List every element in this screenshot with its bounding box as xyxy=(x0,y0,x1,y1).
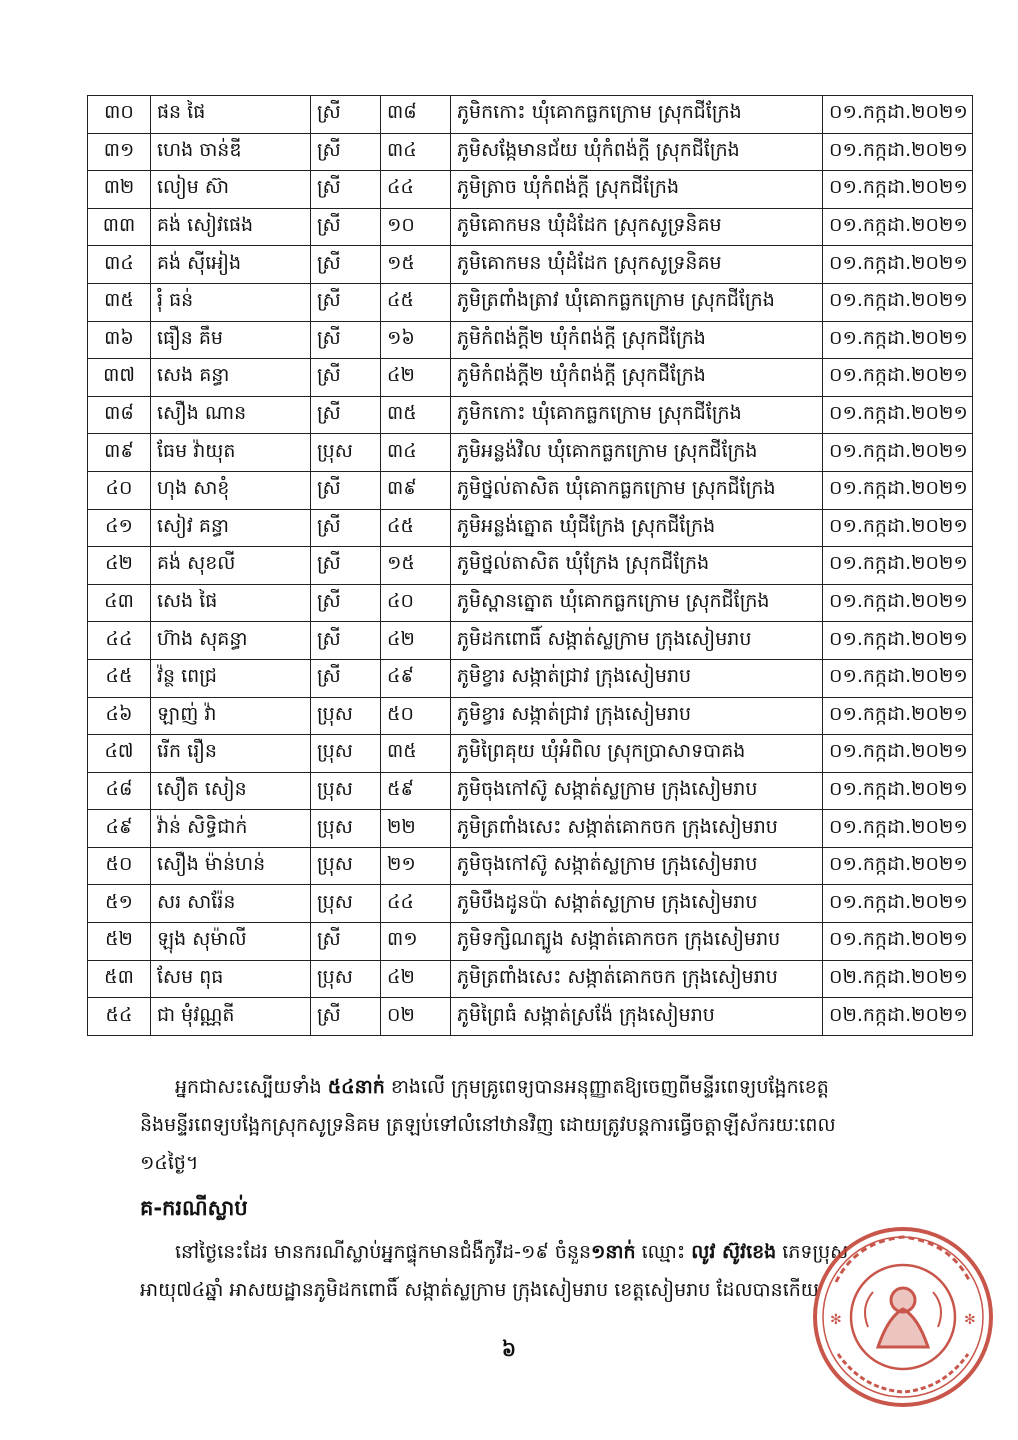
cell-date: ០១.កក្កដា.២០២១ xyxy=(823,622,973,660)
official-seal-icon xyxy=(808,1222,998,1412)
cell-age: ២១ xyxy=(381,847,451,885)
cell-number: ៤១ xyxy=(88,509,151,547)
cell-date: ០១.កក្កដា.២០២១ xyxy=(823,434,973,472)
cell-sex: ប្រុស xyxy=(311,434,381,472)
recovery-paragraph-line-1 xyxy=(175,1075,945,1103)
recovered-count: ៥៤នាក់ xyxy=(327,1076,385,1098)
cell-sex: ប្រុស xyxy=(311,960,381,998)
cell-name: សរ សារ៉ែន xyxy=(151,885,311,923)
cell-name: ឡាញ់ វ៉ា xyxy=(151,697,311,735)
cell-age: ១០ xyxy=(381,208,451,246)
cell-number: ៥២ xyxy=(88,923,151,961)
cell-name: រើក រឿន xyxy=(151,735,311,773)
cell-date: ០១.កក្កដា.២០២១ xyxy=(823,171,973,209)
death-paragraph-line-2: អាយុ៧៤ឆ្នាំ អាសយដ្ឋានភូមិដកពោធិ៍ សង្កាត់ស្លក្រាម ក្រុងសៀមរាប ខេត្តសៀមរាប ដែលបានកើយ xyxy=(140,1279,819,1301)
table-row xyxy=(88,735,973,773)
cell-date: ០១.កក្កដា.២០២១ xyxy=(823,697,973,735)
cell-date: ០១.កក្កដា.២០២១ xyxy=(823,735,973,773)
cell-age: ២២ xyxy=(381,810,451,848)
cell-sex: ស្រី xyxy=(311,96,381,134)
cell-date: ០១.កក្កដា.២០២១ xyxy=(823,885,973,923)
cell-age: ៤០ xyxy=(381,584,451,622)
cell-address: ភូមិព្រៃគុយ ឃុំអំពិល ស្រុកប្រាសាទបាគង xyxy=(451,735,823,773)
cell-name: វ៉ន្ថ ពេជ្រ xyxy=(151,659,311,697)
cell-sex: ស្រី xyxy=(311,133,381,171)
cell-number: ៤៧ xyxy=(88,735,151,773)
svg-text:✻: ✻ xyxy=(830,1312,842,1328)
table-row xyxy=(88,283,973,321)
cell-sex: ស្រី xyxy=(311,359,381,397)
cell-address: ភូមិសង្កែមានជ័យ ឃុំកំពង់ក្ដី ស្រុកជីក្រែង xyxy=(451,133,823,171)
cell-number: ៥៣ xyxy=(88,960,151,998)
cell-name: គង់ សៀវផេង xyxy=(151,208,311,246)
cell-age: ៤២ xyxy=(381,359,451,397)
cell-date: ០១.កក្កដា.២០២១ xyxy=(823,772,973,810)
cell-sex: ស្រី xyxy=(311,584,381,622)
cell-name: សឿង ម៉ាន់ហន់ xyxy=(151,847,311,885)
cell-date: ០១.កក្កដា.២០២១ xyxy=(823,96,973,134)
cell-age: ៣៥ xyxy=(381,735,451,773)
cell-name: សឿត សៀន xyxy=(151,772,311,810)
cell-name: ធឿន គឹម xyxy=(151,321,311,359)
table-row xyxy=(88,584,973,622)
cell-sex: ប្រុស xyxy=(311,847,381,885)
cell-sex: ស្រី xyxy=(311,471,381,509)
cell-number: ៤៦ xyxy=(88,697,151,735)
cell-number: ៤៩ xyxy=(88,810,151,848)
cell-sex: ស្រី xyxy=(311,171,381,209)
cell-sex: ស្រី xyxy=(311,998,381,1036)
cell-address: ភូមិគោកមន ឃុំដំដែក ស្រុកសូទ្រនិគម xyxy=(451,246,823,284)
cell-date: ០១.កក្កដា.២០២១ xyxy=(823,509,973,547)
cell-date: ០១.កក្កដា.២០២១ xyxy=(823,847,973,885)
cell-address: ភូមិកកោះ ឃុំគោកធ្លកក្រោម ស្រុកជីក្រែង xyxy=(451,396,823,434)
table-row xyxy=(88,810,973,848)
table-row xyxy=(88,434,973,472)
cell-address: ភូមិអន្លង់ត្នោត ឃុំជីក្រែង ស្រុកជីក្រែង xyxy=(451,509,823,547)
cell-date: ០២.កក្កដា.២០២១ xyxy=(823,960,973,998)
cell-date: ០១.កក្កដា.២០២១ xyxy=(823,208,973,246)
cell-date: ០១.កក្កដា.២០២១ xyxy=(823,321,973,359)
cell-sex: ស្រី xyxy=(311,659,381,697)
cell-sex: ស្រី xyxy=(311,622,381,660)
table-row xyxy=(88,847,973,885)
table-row xyxy=(88,772,973,810)
cell-age: ៤៩ xyxy=(381,659,451,697)
cell-number: ៤០ xyxy=(88,471,151,509)
cell-sex: ប្រុស xyxy=(311,810,381,848)
cell-age: ៣៤ xyxy=(381,133,451,171)
cell-address: ភូមិដកពោធិ៍ សង្កាត់ស្លក្រាម ក្រុងសៀមរាប xyxy=(451,622,823,660)
page-number: ៦ xyxy=(501,1337,517,1361)
table-row xyxy=(88,208,973,246)
cell-age: ៣៨ xyxy=(381,96,451,134)
table-row xyxy=(88,133,973,171)
recovery-paragraph-line-3: ១៤ថ្ងៃ។ xyxy=(140,1152,199,1174)
cell-sex: ស្រី xyxy=(311,246,381,284)
recovery-paragraph-line-2: និងមន្ទីរពេទ្យបង្អែកស្រុកសូទ្រនិគម ត្រឡប់ទៅលំនៅឋានវិញ ដោយត្រូវបន្តការធ្វើចត្តាឡីស័ករយៈពេល xyxy=(140,1114,836,1136)
cell-age: ១៥ xyxy=(381,547,451,585)
table-row xyxy=(88,998,973,1036)
cell-address: ភូមិស្ពានត្នោត ឃុំគោកធ្លកក្រោម ស្រុកជីក្រែង xyxy=(451,584,823,622)
cell-address: ភូមិត្រពាំងសេះ សង្កាត់គោកចក ក្រុងសៀមរាប xyxy=(451,810,823,848)
cell-age: ៣៩ xyxy=(381,471,451,509)
cell-date: ០១.កក្កដា.២០២១ xyxy=(823,471,973,509)
table-row xyxy=(88,885,973,923)
cell-date: ០១.កក្កដា.២០២១ xyxy=(823,584,973,622)
cell-address: ភូមិចុងកៅស៊ូ សង្កាត់ស្លក្រាម ក្រុងសៀមរាប xyxy=(451,847,823,885)
cell-sex: ស្រី xyxy=(311,509,381,547)
cell-number: ៥០ xyxy=(88,847,151,885)
table-row xyxy=(88,923,973,961)
cell-name: ហេង ចាន់ឌី xyxy=(151,133,311,171)
cell-address: ភូមិត្រពាំងសេះ សង្កាត់គោកចក ក្រុងសៀមរាប xyxy=(451,960,823,998)
cell-date: ០១.កក្កដា.២០២១ xyxy=(823,359,973,397)
cell-sex: ប្រុស xyxy=(311,885,381,923)
cell-date: ០១.កក្កដា.២០២១ xyxy=(823,283,973,321)
cell-age: ៤២ xyxy=(381,622,451,660)
cell-sex: ប្រុស xyxy=(311,697,381,735)
cell-date: ០១.កក្កដា.២០២១ xyxy=(823,923,973,961)
cell-date: ០១.កក្កដា.២០២១ xyxy=(823,246,973,284)
death-count: ១នាក់ xyxy=(591,1241,636,1263)
cell-sex: ស្រី xyxy=(311,396,381,434)
cell-age: ៥០ xyxy=(381,697,451,735)
cell-age: ៤៤ xyxy=(381,171,451,209)
cell-name: គង់ សុខលី xyxy=(151,547,311,585)
cell-number: ៣៣ xyxy=(88,208,151,246)
cell-name: វ៉ាន់ សិទ្ធិជាក់ xyxy=(151,810,311,848)
cell-number: ៣០ xyxy=(88,96,151,134)
cell-age: ៣៥ xyxy=(381,396,451,434)
cell-name: ហ៊ាង សុគន្ធា xyxy=(151,622,311,660)
cell-address: ភូមិត្រពាំងត្រាវ ឃុំគោកធ្លកក្រោម ស្រុកជីក្រែង xyxy=(451,283,823,321)
cell-name: ជា មុំវណ្ណតី xyxy=(151,998,311,1036)
cell-name: សែម ពុធ xyxy=(151,960,311,998)
cell-sex: ស្រី xyxy=(311,321,381,359)
cell-address: ភូមិអន្លង់វិល ឃុំគោកធ្លកក្រោម ស្រុកជីក្រែង xyxy=(451,434,823,472)
table-row xyxy=(88,509,973,547)
table-row xyxy=(88,359,973,397)
cell-number: ៣៧ xyxy=(88,359,151,397)
cell-sex: ស្រី xyxy=(311,547,381,585)
cell-age: ១៦ xyxy=(381,321,451,359)
table-body xyxy=(88,96,973,1036)
table-row xyxy=(88,396,973,434)
patient-records-table xyxy=(87,95,973,1036)
table-row xyxy=(88,697,973,735)
table-row xyxy=(88,471,973,509)
cell-number: ៤៤ xyxy=(88,622,151,660)
cell-number: ៣៥ xyxy=(88,283,151,321)
cell-number: ៤២ xyxy=(88,547,151,585)
cell-date: ០១.កក្កដា.២០២១ xyxy=(823,133,973,171)
cell-date: ០២.កក្កដា.២០២១ xyxy=(823,998,973,1036)
table-row xyxy=(88,96,973,134)
cell-sex: ស្រី xyxy=(311,923,381,961)
cell-address: ភូមិថ្នល់តាសិត ឃុំគោកធ្លកក្រោម ស្រុកជីក្រែង xyxy=(451,471,823,509)
cell-name: ហុង សាខុំ xyxy=(151,471,311,509)
cell-address: ភូមិចុងកៅស៊ូ សង្កាត់ស្លក្រាម ក្រុងសៀមរាប xyxy=(451,772,823,810)
cell-address: ភូមិកកោះ ឃុំគោកធ្លកក្រោម ស្រុកជីក្រែង xyxy=(451,96,823,134)
cell-number: ៥១ xyxy=(88,885,151,923)
cell-number: ៤៥ xyxy=(88,659,151,697)
cell-number: ៣៦ xyxy=(88,321,151,359)
cell-age: ៤៤ xyxy=(381,885,451,923)
table-row xyxy=(88,659,973,697)
cell-address: ភូមិត្រាច ឃុំកំពង់ក្ដី ស្រុកជីក្រែង xyxy=(451,171,823,209)
section-heading-deaths: គ-ករណីស្លាប់ xyxy=(140,1196,248,1220)
recovery-text: ខាងលើ ក្រុមគ្រូពេទ្យបានអនុញ្ញាតឱ្យចេញពីមន្ទីរពេទ្យបង្អែកខេត្ត xyxy=(384,1076,829,1098)
cell-number: ៤៨ xyxy=(88,772,151,810)
cell-number: ៤៣ xyxy=(88,584,151,622)
cell-name: សេង គន្ធា xyxy=(151,359,311,397)
cell-date: ០១.កក្កដា.២០២១ xyxy=(823,659,973,697)
cell-name: សឿង ណាន xyxy=(151,396,311,434)
cell-name: សៀវ គន្ធា xyxy=(151,509,311,547)
cell-age: ៤៥ xyxy=(381,283,451,321)
cell-name: ផន ផៃ xyxy=(151,96,311,134)
cell-address: ភូមិព្រៃធំ សង្កាត់ស្រង៉ែ ក្រុងសៀមរាប xyxy=(451,998,823,1036)
table-row xyxy=(88,960,973,998)
cell-address: ភូមិខ្វារ សង្កាត់ជ្រាវ ក្រុងសៀមរាប xyxy=(451,697,823,735)
recovery-text: អ្នកជាសះស្បើយទាំង xyxy=(175,1076,328,1098)
cell-number: ៣២ xyxy=(88,171,151,209)
cell-address: ភូមិថ្នល់តាសិត ឃុំក្រែង ស្រុកជីក្រែង xyxy=(451,547,823,585)
cell-address: ភូមិខ្វារ សង្កាត់ជ្រាវ ក្រុងសៀមរាប xyxy=(451,659,823,697)
svg-text:✻: ✻ xyxy=(964,1312,976,1328)
cell-number: ៣៨ xyxy=(88,396,151,434)
table-row xyxy=(88,171,973,209)
death-text: ភេទប្រុស xyxy=(776,1241,849,1263)
cell-sex: ស្រី xyxy=(311,283,381,321)
cell-age: ៣១ xyxy=(381,923,451,961)
cell-address: ភូមិកំពង់ក្ដី២ ឃុំកំពង់ក្ដី ស្រុកជីក្រែង xyxy=(451,359,823,397)
cell-age: ៥៩ xyxy=(381,772,451,810)
cell-age: ១៥ xyxy=(381,246,451,284)
cell-sex: ប្រុស xyxy=(311,735,381,773)
cell-age: ៤៥ xyxy=(381,509,451,547)
cell-name: រុំ ធន់ xyxy=(151,283,311,321)
deceased-name: លូវ ស៊ូវខេង xyxy=(691,1241,777,1263)
cell-address: ភូមិគោកមន ឃុំដំដែក ស្រុកសូទ្រនិគម xyxy=(451,208,823,246)
cell-address: ភូមិកំពង់ក្ដី២ ឃុំកំពង់ក្ដី ស្រុកជីក្រែង xyxy=(451,321,823,359)
cell-age: ០២ xyxy=(381,998,451,1036)
cell-date: ០១.កក្កដា.២០២១ xyxy=(823,396,973,434)
table-row xyxy=(88,246,973,284)
cell-number: ៣៩ xyxy=(88,434,151,472)
table-row xyxy=(88,321,973,359)
table-row xyxy=(88,547,973,585)
cell-name: គង់ ស៊ីអៀង xyxy=(151,246,311,284)
cell-date: ០១.កក្កដា.២០២១ xyxy=(823,810,973,848)
cell-name: ឡុង សុម៉ាលី xyxy=(151,923,311,961)
cell-name: សេង ផៃ xyxy=(151,584,311,622)
cell-number: ៣៤ xyxy=(88,246,151,284)
cell-number: ៣១ xyxy=(88,133,151,171)
cell-age: ៣៤ xyxy=(381,434,451,472)
cell-name: ធែម វ៉ាយុត xyxy=(151,434,311,472)
cell-number: ៥៤ xyxy=(88,998,151,1036)
death-text: នៅថ្ងៃនេះដែរ មានករណីស្លាប់អ្នកផ្ទុកមានជំងឺកូវីដ-១៩ ចំនួន xyxy=(175,1241,592,1263)
cell-address: ភូមិបឹងដូនប៉ា សង្កាត់ស្លក្រាម ក្រុងសៀមរាប xyxy=(451,885,823,923)
table-row xyxy=(88,622,973,660)
cell-name: លៀម ស៊ា xyxy=(151,171,311,209)
cell-sex: ប្រុស xyxy=(311,772,381,810)
cell-address: ភូមិទក្សិណត្បូង សង្កាត់គោកចក ក្រុងសៀមរាប xyxy=(451,923,823,961)
cell-date: ០១.កក្កដា.២០២១ xyxy=(823,547,973,585)
death-text: ឈ្មោះ xyxy=(635,1241,692,1263)
cell-sex: ស្រី xyxy=(311,208,381,246)
cell-age: ៤២ xyxy=(381,960,451,998)
